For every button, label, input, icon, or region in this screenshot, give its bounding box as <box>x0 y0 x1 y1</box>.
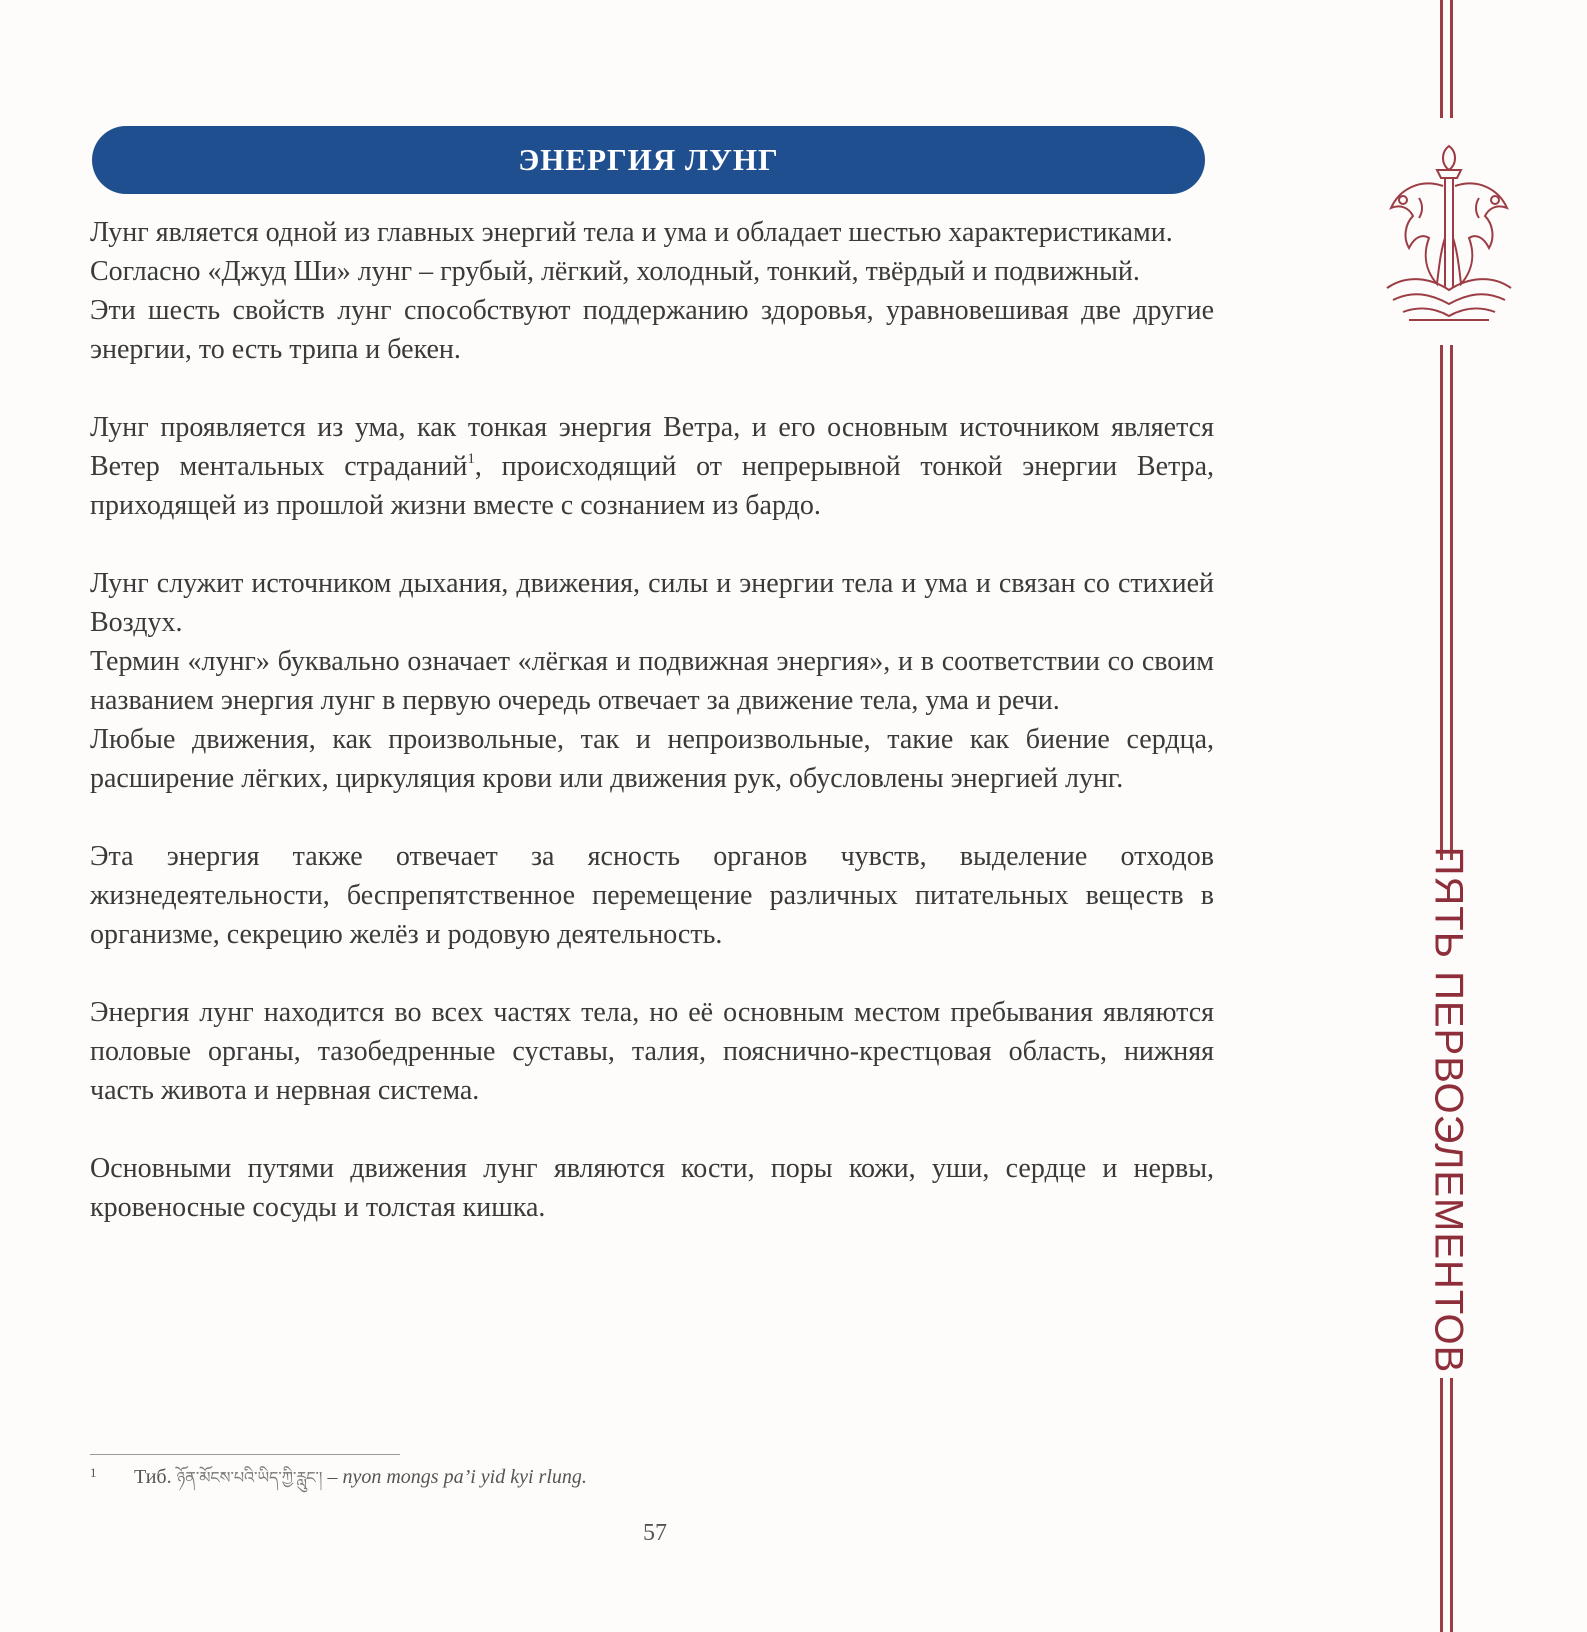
footnote-tibetan: ཉོན་མོངས་པའི་ཡིད་ཀྱི་རླུང་། <box>176 1468 323 1487</box>
footnote-prefix: Тиб. <box>134 1466 172 1488</box>
paragraph: Эти шесть свойств лунг способствуют поддержанию здоровья, уравновешивая две другие энергии, то есть трипа и бекен. <box>90 295 1214 365</box>
paragraph: Основными путями движения лунг являются кости, поры кожи, уши, сердце и нервы, кровеносные сосуды и толстая кишка. <box>90 1153 1214 1223</box>
footnote <box>90 1460 790 1491</box>
sidebar-rule <box>1450 0 1453 118</box>
golden-fish-emblem-icon <box>1379 138 1519 328</box>
page-number: 57 <box>643 1520 667 1546</box>
footnote-divider <box>90 1454 400 1455</box>
footnote-number: 1 <box>90 1465 97 1480</box>
paragraph: Любые движения, как произвольные, так и непроизвольные, такие как биение сердца, расширение лёгких, циркуляция крови или движения рук, обусловлены энергией лунг. <box>90 724 1214 794</box>
footnote-reference[interactable]: 1 <box>467 451 475 467</box>
paragraph: Эта энергия также отвечает за ясность органов чувств, выделение отходов жизнедеятельности, беспрепятственное перемещение различных питательных веществ в организме, секрецию желёз и родовую деятельность. <box>90 841 1214 950</box>
paragraph: Лунг служит источником дыхания, движения, силы и энергии тела и ума и связан со стихией Воздух. <box>90 568 1214 638</box>
paragraph: Лунг является одной из главных энергий тела и ума и обладает шестью характеристиками. <box>90 217 1173 248</box>
paragraph: Энергия лунг находится во всех частях тела, но её основным местом пребывания являются половые органы, тазобедренные суставы, талия, пояснично-крестцовая область, нижняя часть живота и нервная система. <box>90 997 1214 1106</box>
paragraph-text: Лунг проявляется из ума, как тонкая энергия Ветра, и его основным источником является Ветер ментальных страданий <box>90 412 1214 482</box>
section-title-bar <box>92 126 1205 194</box>
footnote-dash: – <box>322 1466 343 1488</box>
footnote-transliteration: nyon mongs pa’i yid kyi rlung. <box>342 1466 587 1488</box>
paragraph-text: , происходящий от непрерывной тонкой энергии Ветра, приходящей из прошлой жизни вместе с сознанием из бардо. <box>90 451 1214 521</box>
sidebar-rule <box>1440 0 1443 118</box>
sidebar-rule <box>1450 1378 1453 1632</box>
sidebar-rule <box>1440 345 1443 860</box>
sidebar-rule <box>1450 345 1453 860</box>
paragraph: Согласно «Джуд Ши» лунг – грубый, лёгкий, холодный, тонкий, твёрдый и подвижный. <box>90 256 1140 287</box>
sidebar-rule <box>1440 1378 1443 1632</box>
paragraph: Термин «лунг» буквально означает «лёгкая и подвижная энергия», и в соответствии со своим названием энергия лунг в первую очередь отвечает за движение тела, ума и речи. <box>90 646 1214 716</box>
section-title: ЭНЕРГИЯ ЛУНГ <box>518 142 779 177</box>
paragraph <box>90 408 1214 525</box>
sidebar-section-title: ПЯТЬ ПЕРВОЭЛЕМЕНТОВ <box>1426 846 1471 1374</box>
body-text <box>90 213 1214 1227</box>
